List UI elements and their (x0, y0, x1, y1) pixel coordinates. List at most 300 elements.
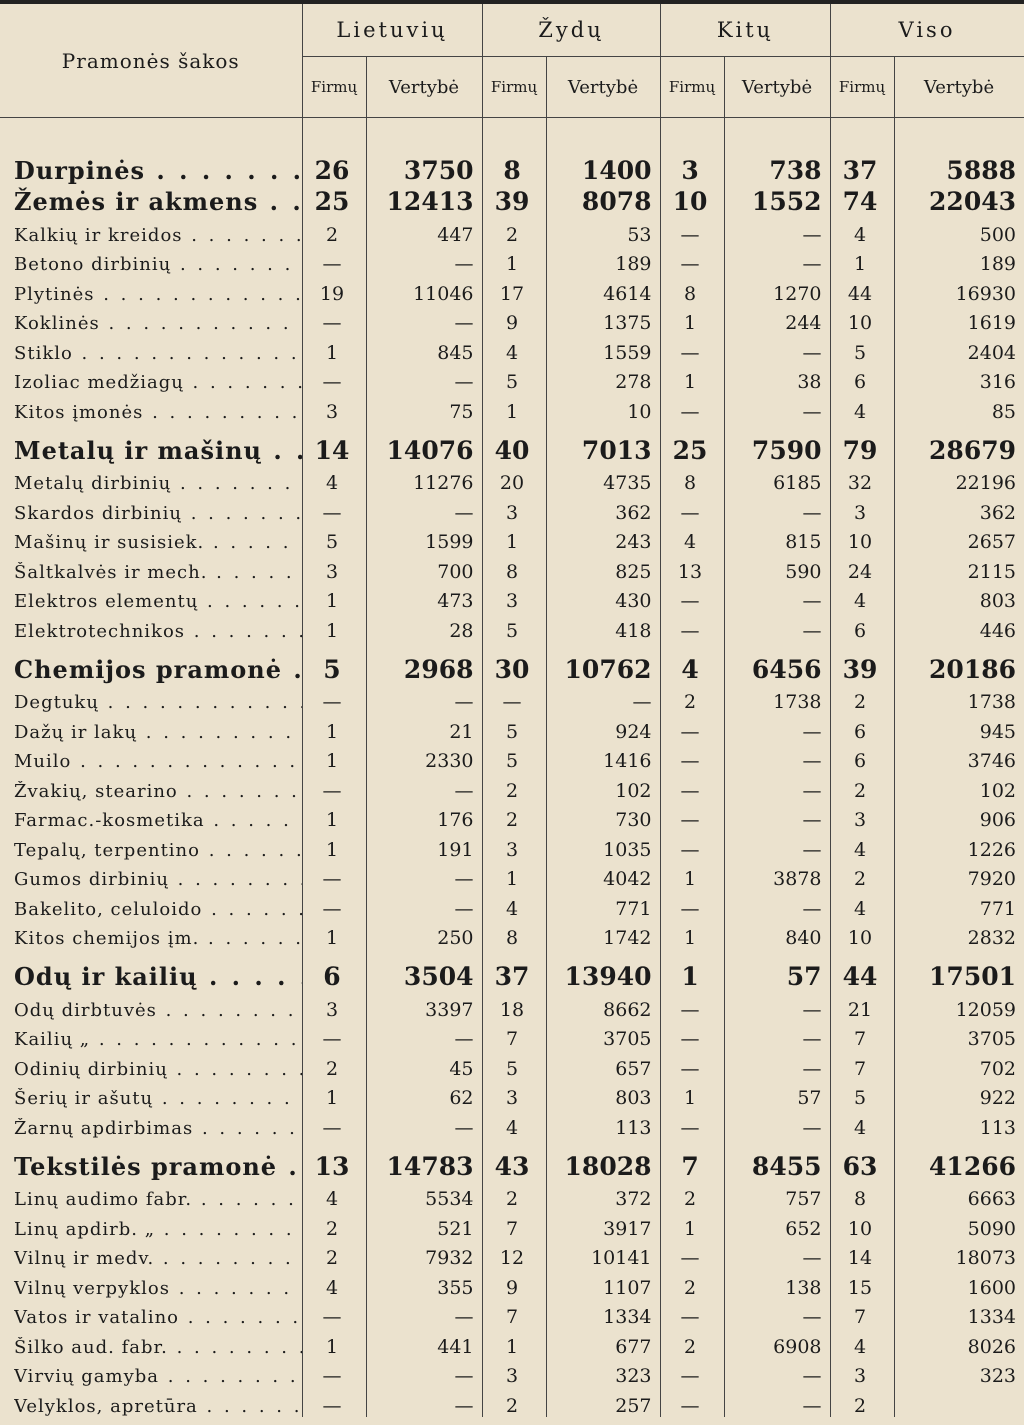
value-cell: 1600 (894, 1269, 1024, 1299)
firms-cell: 30 (482, 642, 546, 684)
table-row (0, 1387, 1024, 1417)
table-row (0, 524, 1024, 554)
firms-cell: 7 (660, 1139, 724, 1181)
table-row (0, 1240, 1024, 1270)
row-label: Žarnų apdirbimas . . . (14, 1118, 302, 1139)
row-label-cell (0, 991, 302, 1021)
firms-cell: — (302, 494, 366, 524)
value-cell: 500 (894, 216, 1024, 246)
firms-cell: 3 (302, 393, 366, 423)
row-label: Bakelito, celuloido . . . (14, 899, 302, 920)
firms-cell: 25 (660, 423, 724, 465)
value-cell: 446 (894, 612, 1024, 642)
row-label-cell (0, 713, 302, 743)
value-cell: 189 (546, 246, 660, 276)
value-cell: 677 (546, 1328, 660, 1358)
value-cell: — (724, 334, 830, 364)
firms-cell: — (302, 861, 366, 891)
row-label-cell (0, 1210, 302, 1240)
value-cell: 6663 (894, 1181, 1024, 1211)
firms-cell: 2 (660, 1328, 724, 1358)
value-cell: 1334 (546, 1299, 660, 1329)
firms-cell: 2 (482, 802, 546, 832)
firms-cell: 1 (302, 583, 366, 613)
value-cell: — (724, 1387, 830, 1417)
table-row (0, 1328, 1024, 1358)
value-cell: 102 (894, 772, 1024, 802)
firms-cell: — (660, 1021, 724, 1051)
table-row (0, 831, 1024, 861)
value-cell: 8662 (546, 991, 660, 1021)
firms-cell: 63 (830, 1139, 894, 1181)
firms-cell: — (660, 494, 724, 524)
value-cell: 22196 (894, 465, 1024, 495)
firms-cell: 1 (302, 612, 366, 642)
value-cell: 803 (546, 1080, 660, 1110)
table-row (0, 1269, 1024, 1299)
value-cell: 176 (366, 802, 482, 832)
firms-cell: — (660, 1109, 724, 1139)
firms-cell: 3 (302, 553, 366, 583)
row-label-cell (0, 583, 302, 613)
firms-cell: 8 (660, 465, 724, 495)
table-row (0, 713, 1024, 743)
firms-cell: 5 (482, 1050, 546, 1080)
firms-cell: 20 (482, 465, 546, 495)
row-label: Odinių dirbinių . . . (14, 1059, 302, 1080)
row-label: Stiklo . . . (14, 343, 302, 364)
value-cell: 3705 (894, 1021, 1024, 1051)
row-label: Plytinės . . . (14, 284, 302, 305)
firms-cell: — (660, 772, 724, 802)
firms-cell: 7 (482, 1210, 546, 1240)
firms-cell: 26 (302, 154, 366, 185)
firms-cell: 4 (302, 1269, 366, 1299)
firms-cell: 4 (830, 890, 894, 920)
firms-cell: — (660, 1358, 724, 1388)
table-row (0, 583, 1024, 613)
value-cell: 18028 (546, 1139, 660, 1181)
row-label: Odų ir kailių . . . (14, 962, 302, 991)
firms-cell: 1 (482, 524, 546, 554)
firms-cell: — (302, 364, 366, 394)
firms-cell: 44 (830, 949, 894, 991)
value-cell: 13940 (546, 949, 660, 991)
value-cell: — (366, 1358, 482, 1388)
row-label: Šaltkalvės ir mech. . . . (14, 562, 302, 583)
subheader-value: Vertybė (724, 57, 830, 118)
header-spacer (0, 118, 1024, 155)
table-row (0, 772, 1024, 802)
firms-cell: 3 (302, 991, 366, 1021)
firms-cell: 1 (302, 1080, 366, 1110)
firms-cell: 15 (830, 1269, 894, 1299)
firms-cell: 1 (482, 393, 546, 423)
row-label: Virvių gamyba . . . (14, 1366, 302, 1387)
firms-cell: 37 (830, 154, 894, 185)
row-label-cell (0, 1240, 302, 1270)
value-cell: 85 (894, 393, 1024, 423)
value-cell: — (366, 890, 482, 920)
firms-cell: — (660, 216, 724, 246)
firms-cell: 37 (482, 949, 546, 991)
value-cell: 189 (894, 246, 1024, 276)
row-label: Gumos dirbinių . . . (14, 869, 302, 890)
value-cell: 12059 (894, 991, 1024, 1021)
row-label: Kitos chemijos įm. . . . (14, 928, 302, 949)
firms-cell: 6 (302, 949, 366, 991)
value-cell: — (366, 1299, 482, 1329)
firms-cell: 1 (302, 920, 366, 950)
subheader-value: Vertybė (546, 57, 660, 118)
subheader-firms: Firmų (660, 57, 724, 118)
value-cell: 113 (546, 1109, 660, 1139)
value-cell: 441 (366, 1328, 482, 1358)
firms-cell: — (660, 802, 724, 832)
row-label: Mašinų ir susisiek. . . . (14, 532, 302, 553)
value-cell: — (366, 1387, 482, 1417)
row-label: Metalų ir mašinų . . . (14, 436, 302, 465)
value-cell: — (366, 861, 482, 891)
row-label-cell (0, 364, 302, 394)
value-cell: 738 (724, 154, 830, 185)
firms-cell: 2 (830, 772, 894, 802)
firms-cell: — (660, 1299, 724, 1329)
row-label-cell (0, 393, 302, 423)
value-cell: 323 (546, 1358, 660, 1388)
value-cell: 53 (546, 216, 660, 246)
table-row (0, 1358, 1024, 1388)
value-cell: — (724, 1240, 830, 1270)
firms-cell: 5 (482, 364, 546, 394)
table-row (0, 494, 1024, 524)
row-label-cell (0, 1387, 302, 1417)
firms-cell: 19 (302, 275, 366, 305)
row-label-cell (0, 334, 302, 364)
value-cell: 5090 (894, 1210, 1024, 1240)
firms-cell: 14 (302, 423, 366, 465)
firms-cell: 1 (660, 949, 724, 991)
firms-cell: 3 (482, 831, 546, 861)
firms-cell: 2 (302, 1240, 366, 1270)
firms-cell: 2 (830, 1387, 894, 1417)
row-label-cell (0, 1080, 302, 1110)
value-cell: — (366, 305, 482, 335)
value-cell: 362 (894, 494, 1024, 524)
value-cell: 243 (546, 524, 660, 554)
value-cell: 1559 (546, 334, 660, 364)
value-cell: — (366, 246, 482, 276)
firms-cell: 14 (830, 1240, 894, 1270)
value-cell: 7590 (724, 423, 830, 465)
row-label-cell (0, 1109, 302, 1139)
value-cell: 700 (366, 553, 482, 583)
firms-cell: — (660, 743, 724, 773)
value-cell: 138 (724, 1269, 830, 1299)
row-label-cell (0, 861, 302, 891)
value-cell: 1742 (546, 920, 660, 950)
firms-cell: 5 (482, 713, 546, 743)
value-cell: 2832 (894, 920, 1024, 950)
value-cell: 16930 (894, 275, 1024, 305)
value-cell: — (724, 713, 830, 743)
value-cell: 757 (724, 1181, 830, 1211)
firms-cell: 40 (482, 423, 546, 465)
value-cell: 41266 (894, 1139, 1024, 1181)
firms-cell: 4 (830, 1328, 894, 1358)
subheader-firms: Firmų (830, 57, 894, 118)
row-label: Dažų ir lakų . . . (14, 722, 302, 743)
value-cell: 1334 (894, 1299, 1024, 1329)
firms-cell: 4 (830, 216, 894, 246)
firms-cell: 7 (830, 1299, 894, 1329)
firms-cell: — (302, 1387, 366, 1417)
row-label-cell (0, 1181, 302, 1211)
value-cell: — (724, 1021, 830, 1051)
firms-cell: 43 (482, 1139, 546, 1181)
group-header-total: Viso (830, 4, 1024, 57)
value-cell: 4042 (546, 861, 660, 891)
value-cell: 945 (894, 713, 1024, 743)
firms-cell: 3 (830, 1358, 894, 1388)
firms-cell: 7 (830, 1050, 894, 1080)
table-row (0, 1080, 1024, 1110)
row-label-cell (0, 831, 302, 861)
firms-cell: 6 (830, 743, 894, 773)
value-cell: — (724, 772, 830, 802)
firms-cell: 5 (302, 524, 366, 554)
row-label-cell (0, 890, 302, 920)
category-row (0, 949, 1024, 991)
value-cell: 1599 (366, 524, 482, 554)
row-label: Chemijos pramonė . . . (14, 655, 302, 684)
row-label-cell (0, 553, 302, 583)
row-label: Šerių ir ašutų . . . (14, 1088, 302, 1109)
row-label-cell (0, 154, 302, 185)
firms-cell: — (302, 1021, 366, 1051)
value-cell: 7920 (894, 861, 1024, 891)
value-cell: 1416 (546, 743, 660, 773)
firms-cell: 1 (660, 920, 724, 950)
subheader-firms: Firmų (302, 57, 366, 118)
firms-cell: — (660, 713, 724, 743)
firms-cell: 4 (830, 1109, 894, 1139)
value-cell: 7013 (546, 423, 660, 465)
row-label: Žemės ir akmens . . . (14, 187, 302, 216)
row-label: Linų audimo fabr. . . . (14, 1189, 302, 1210)
row-label: Šilko aud. fabr. . . . (14, 1337, 302, 1358)
group-header-jewish: Žydų (482, 4, 660, 57)
firms-cell: 10 (660, 185, 724, 216)
firms-cell: — (660, 991, 724, 1021)
value-cell: 1619 (894, 305, 1024, 335)
value-cell: 14783 (366, 1139, 482, 1181)
value-cell: 2968 (366, 642, 482, 684)
industry-table (0, 4, 1024, 1417)
firms-cell: 4 (830, 583, 894, 613)
firms-cell: 8 (660, 275, 724, 305)
table-row (0, 1109, 1024, 1139)
value-cell: 355 (366, 1269, 482, 1299)
firms-cell: 6 (830, 364, 894, 394)
table-row (0, 1299, 1024, 1329)
value-cell: — (724, 991, 830, 1021)
value-cell: 4735 (546, 465, 660, 495)
row-label-cell (0, 772, 302, 802)
table-row (0, 612, 1024, 642)
row-label-cell (0, 1299, 302, 1329)
firms-cell: 2 (660, 1181, 724, 1211)
subheader-value: Vertybė (366, 57, 482, 118)
value-cell: — (724, 393, 830, 423)
row-label: Kitos įmonės . . . (14, 402, 302, 423)
firms-cell: 3 (660, 154, 724, 185)
row-label: Skardos dirbinių . . . (14, 503, 302, 524)
firms-cell: 1 (302, 831, 366, 861)
value-cell: 473 (366, 583, 482, 613)
row-label-cell (0, 1269, 302, 1299)
value-cell: 191 (366, 831, 482, 861)
value-cell: 590 (724, 553, 830, 583)
value-cell: 6456 (724, 642, 830, 684)
value-cell: 845 (366, 334, 482, 364)
table-row (0, 890, 1024, 920)
value-cell: 1552 (724, 185, 830, 216)
firms-cell: 4 (482, 334, 546, 364)
row-label-cell (0, 305, 302, 335)
value-cell: — (724, 216, 830, 246)
firms-cell: 4 (482, 890, 546, 920)
value-cell: 771 (546, 890, 660, 920)
value-cell: — (366, 494, 482, 524)
value-cell: 62 (366, 1080, 482, 1110)
subheader-value: Vertybė (894, 57, 1024, 118)
value-cell: 3917 (546, 1210, 660, 1240)
firms-cell: 8 (482, 154, 546, 185)
value-cell: 57 (724, 1080, 830, 1110)
firms-cell: — (302, 772, 366, 802)
table-row (0, 305, 1024, 335)
value-cell: 840 (724, 920, 830, 950)
value-cell: — (724, 583, 830, 613)
value-cell: — (724, 890, 830, 920)
firms-cell: 3 (482, 494, 546, 524)
row-label: Vilnų verpyklos . . . (14, 1278, 302, 1299)
value-cell: 825 (546, 553, 660, 583)
row-label-cell (0, 494, 302, 524)
value-cell: 11276 (366, 465, 482, 495)
firms-cell: 3 (482, 583, 546, 613)
firms-cell: 25 (302, 185, 366, 216)
value-cell: 2330 (366, 743, 482, 773)
value-cell: 1226 (894, 831, 1024, 861)
value-cell: — (724, 831, 830, 861)
row-label: Vilnų ir medv. . . . (14, 1248, 302, 1269)
firms-cell: 18 (482, 991, 546, 1021)
firms-cell: — (660, 246, 724, 276)
value-cell: 6908 (724, 1328, 830, 1358)
row-label: Tepalų, terpentino . . . (14, 840, 302, 861)
value-cell: 8078 (546, 185, 660, 216)
firms-cell: 10 (830, 524, 894, 554)
firms-cell: 7 (830, 1021, 894, 1051)
value-cell: 2404 (894, 334, 1024, 364)
value-cell: 8026 (894, 1328, 1024, 1358)
firms-cell: 10 (830, 920, 894, 950)
firms-cell: 6 (830, 713, 894, 743)
firms-cell: 2 (660, 1269, 724, 1299)
row-label: Linų apdirb. „ . . . (14, 1219, 302, 1240)
row-label-header: Pramonės šakos (0, 4, 302, 118)
value-cell: — (724, 1109, 830, 1139)
table-row (0, 1050, 1024, 1080)
value-cell: 1107 (546, 1269, 660, 1299)
firms-cell: — (660, 831, 724, 861)
row-label-cell (0, 216, 302, 246)
row-label: Farmac.-kosmetika . . . (14, 810, 302, 831)
firms-cell: 9 (482, 305, 546, 335)
value-cell: 702 (894, 1050, 1024, 1080)
firms-cell: 1 (660, 364, 724, 394)
firms-cell: 1 (302, 743, 366, 773)
row-label: Muilo . . . (14, 751, 302, 772)
value-cell: 2657 (894, 524, 1024, 554)
firms-cell: 8 (830, 1181, 894, 1211)
firms-cell: 10 (830, 305, 894, 335)
firms-cell: 4 (660, 642, 724, 684)
firms-cell: 2 (482, 1387, 546, 1417)
value-cell: 244 (724, 305, 830, 335)
firms-cell: 5 (482, 743, 546, 773)
row-label-cell (0, 642, 302, 684)
row-label-cell (0, 684, 302, 714)
firms-cell: 32 (830, 465, 894, 495)
category-row (0, 154, 1024, 185)
firms-cell: 4 (302, 1181, 366, 1211)
value-cell (894, 1387, 1024, 1417)
value-cell: 1400 (546, 154, 660, 185)
value-cell: 10141 (546, 1240, 660, 1270)
row-label-cell (0, 949, 302, 991)
value-cell: 906 (894, 802, 1024, 832)
value-cell: 2115 (894, 553, 1024, 583)
firms-cell: 1 (660, 861, 724, 891)
value-cell: 14076 (366, 423, 482, 465)
value-cell: 3746 (894, 743, 1024, 773)
row-label-cell (0, 185, 302, 216)
value-cell: 12413 (366, 185, 482, 216)
firms-cell: 5 (482, 612, 546, 642)
value-cell: — (366, 1109, 482, 1139)
firms-cell: 24 (830, 553, 894, 583)
row-label-cell (0, 743, 302, 773)
firms-cell: 7 (482, 1021, 546, 1051)
firms-cell: 79 (830, 423, 894, 465)
firms-cell: 17 (482, 275, 546, 305)
value-cell: — (724, 612, 830, 642)
firms-cell: 8 (482, 920, 546, 950)
value-cell: 3397 (366, 991, 482, 1021)
value-cell: 5534 (366, 1181, 482, 1211)
value-cell: 75 (366, 393, 482, 423)
table-row (0, 743, 1024, 773)
value-cell: 21 (366, 713, 482, 743)
firms-cell: — (302, 1358, 366, 1388)
firms-cell: 13 (302, 1139, 366, 1181)
firms-cell: 3 (830, 802, 894, 832)
value-cell: — (366, 772, 482, 802)
category-row (0, 423, 1024, 465)
